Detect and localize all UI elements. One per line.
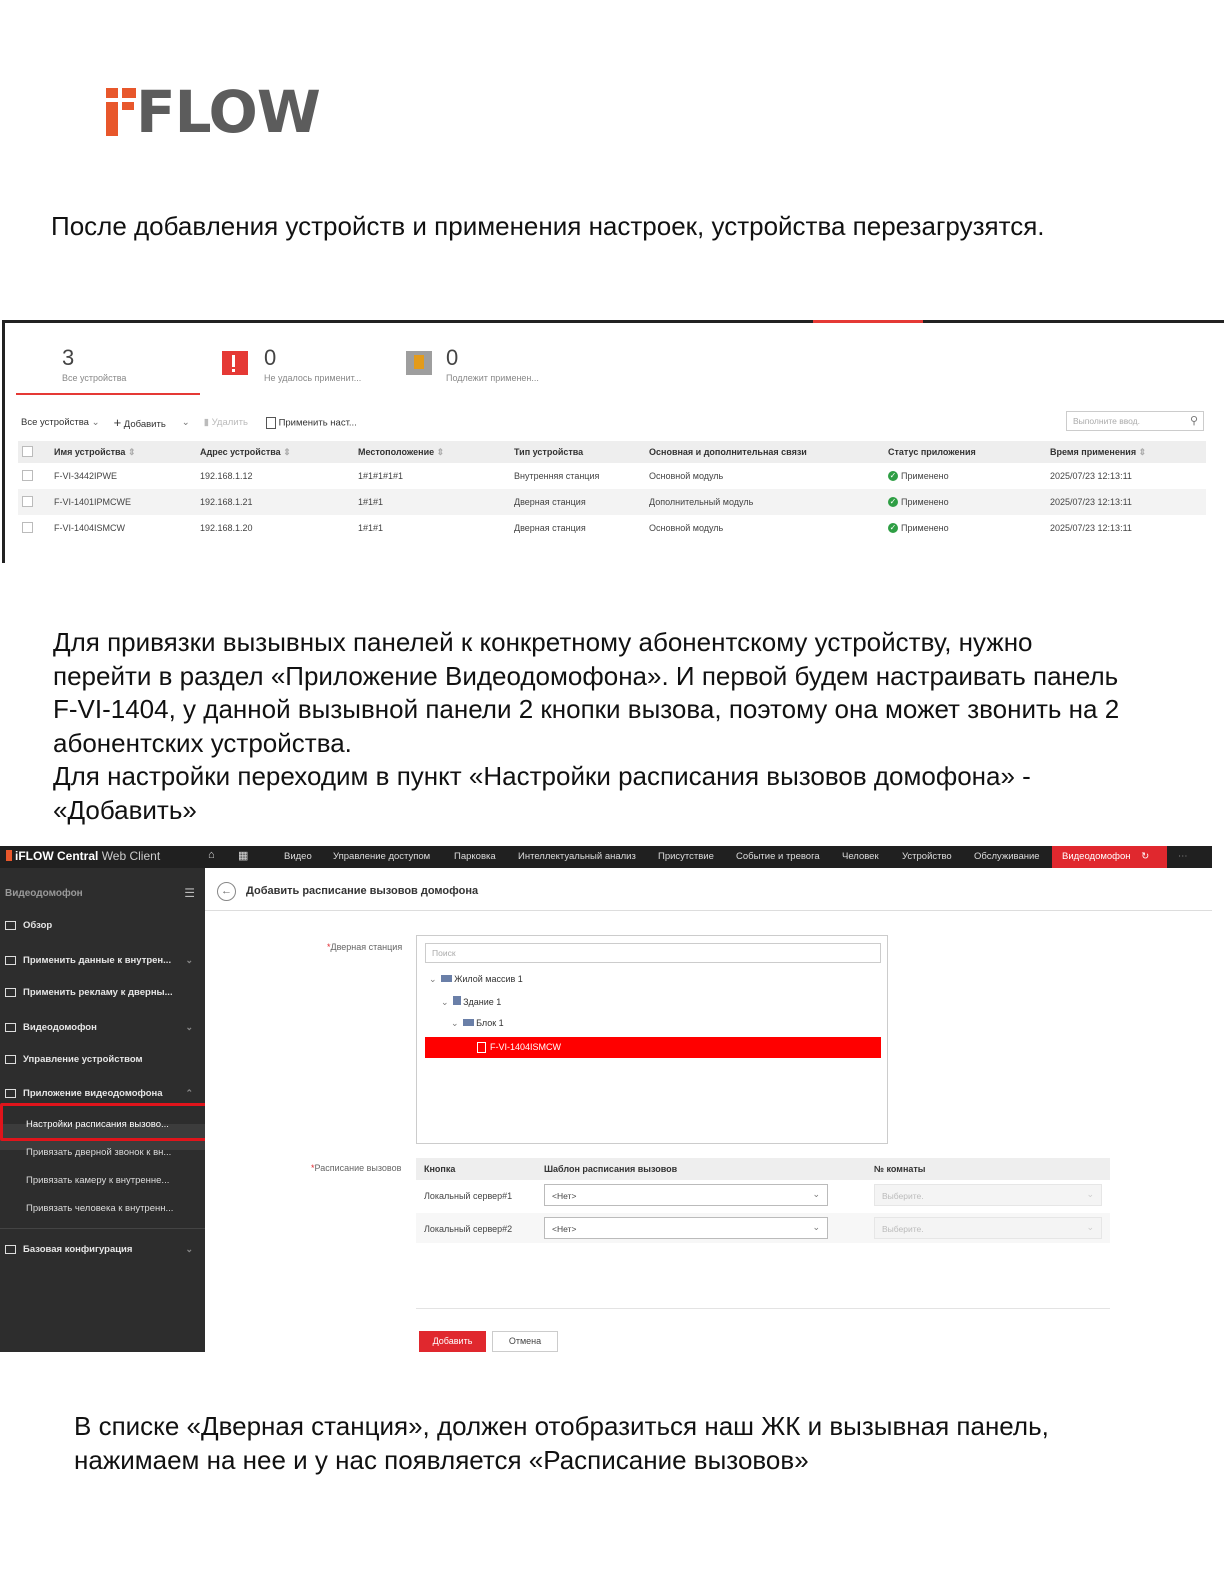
schedule-table-header: Кнопка Шаблон расписания вызовов № комнаты	[416, 1158, 1110, 1180]
add-options-chevron-icon[interactable]: ⌄	[181, 417, 190, 428]
add-device-button[interactable]: + Добавить	[113, 415, 166, 430]
schedule-label: *Расписание вызовов	[311, 1163, 402, 1173]
device-type: Дверная станция	[510, 489, 645, 515]
col-location[interactable]: Местоположение ⇕	[354, 441, 510, 463]
flow-logo	[106, 78, 320, 146]
device-type: Внутренняя станция	[514, 471, 600, 481]
chevron-down-icon: ⌄	[441, 997, 449, 1007]
device-name-link[interactable]: F-VI-1404ISMCW	[54, 523, 126, 533]
sidebar-item-apply-data[interactable]: Применить данные к внутрен... ⌄	[5, 955, 199, 966]
check-circle-icon: ✓	[889, 471, 897, 481]
paragraph-line: нажимаем на нее и у нас появляется «Расписание вызовов»	[74, 1444, 809, 1475]
app-icon	[5, 1089, 16, 1098]
devices-table	[18, 441, 1206, 541]
stat-all-devices[interactable]	[62, 345, 126, 383]
check-circle-icon: ✓	[889, 497, 897, 507]
check-circle-icon: ✓	[889, 523, 897, 533]
paragraph-line: F-VI-1404, у данной вызывной панели 2 кнопки вызова, поэтому она может звонить на 2	[53, 694, 1120, 724]
collapse-menu-icon[interactable]: ☰	[184, 886, 195, 900]
refresh-icon: ↻	[1141, 851, 1150, 862]
device-address: 192.168.1.12	[200, 471, 253, 481]
chevron-down-icon: ⌄	[429, 974, 437, 984]
block-icon	[463, 1019, 474, 1026]
chevron-down-icon: ⌄	[185, 955, 193, 965]
active-tab-indicator	[813, 320, 923, 323]
device-type: Дверная станция	[514, 523, 586, 533]
nav-access-control[interactable]: Управление доступом	[333, 851, 431, 862]
col-link: Основная и дополнительная связи	[645, 441, 884, 463]
sidebar-sub-call-schedule[interactable]: Настройки расписания вызово...	[26, 1119, 169, 1130]
failed-apply-icon	[220, 349, 250, 383]
stat-all-value: 3	[62, 345, 75, 370]
chevron-up-icon: ⌃	[185, 1088, 193, 1098]
nav-device[interactable]: Устройство	[902, 851, 952, 862]
nav-video-intercom[interactable]: Видеодомофон ↻	[1052, 846, 1167, 868]
intro-paragraph: После добавления устройств и применения настроек, устройства перезагрузятся.	[51, 211, 1045, 241]
device-name-link[interactable]: F-VI-3442IPWE	[54, 471, 118, 481]
stat-pending-value: 0	[446, 345, 459, 370]
stat-selected-underline	[16, 393, 200, 395]
devices-toolbar	[21, 415, 357, 430]
room-select[interactable]: Выберите. ⌄	[874, 1184, 1102, 1206]
apply-time: 2025/07/23 12:13:11	[1050, 471, 1132, 481]
tree-node-block[interactable]: ⌄ Блок 1	[451, 1018, 504, 1028]
cancel-button[interactable]: Отмена	[492, 1331, 558, 1352]
sidebar-item-video-intercom[interactable]: Видеодомофон ⌄	[5, 1022, 199, 1033]
table-row[interactable]	[18, 489, 1206, 515]
sidebar-item-basic-config[interactable]: Базовая конфигурация ⌄	[5, 1244, 199, 1255]
chevron-down-icon: ⌄	[812, 1189, 820, 1199]
sidebar-sub-bind-camera[interactable]: Привязать камеру к внутренне...	[26, 1175, 170, 1186]
monitor-icon	[5, 988, 16, 997]
add-button[interactable]: Добавить	[419, 1331, 486, 1352]
tree-node-residential[interactable]: ⌄ Жилой массив 1	[429, 974, 523, 984]
device-location: 1#1#1#1#1	[358, 471, 404, 481]
paragraph-line: Для привязки вызывных панелей к конкретному абонентскому устройству, нужно	[53, 627, 1033, 657]
intercom-icon	[5, 1023, 16, 1032]
device-filter-dropdown[interactable]: Все устройства ⌄	[21, 417, 100, 428]
device-link: Основной модуль	[649, 523, 724, 533]
document-icon	[266, 417, 276, 429]
device-name-link[interactable]: F-VI-1401IPMCWE	[50, 489, 196, 515]
nav-person[interactable]: Человек	[842, 851, 879, 862]
paragraph-line: Для настройки переходим в пункт «Настройки расписания вызовов домофона» -	[53, 761, 1031, 791]
nav-video[interactable]: Видео	[284, 851, 312, 862]
door-station-tree	[416, 935, 888, 1144]
chevron-down-icon: ⌄	[185, 1022, 193, 1032]
sidebar-header: Видеодомофон	[5, 888, 83, 899]
table-row[interactable]	[18, 463, 1206, 489]
apply-time: 2025/07/23 12:13:11	[1046, 489, 1206, 515]
table-row	[416, 1180, 1110, 1210]
device-location: 1#1#1	[358, 523, 384, 533]
status-badge: ✓ Применено	[889, 470, 949, 481]
pending-apply-icon	[404, 349, 434, 383]
chevron-down-icon: ⌄	[812, 1222, 820, 1232]
trash-icon: ▮	[203, 417, 209, 428]
stat-failed[interactable]	[264, 345, 361, 383]
logo-text: FLOW	[136, 78, 320, 146]
col-status: Статус приложения	[884, 441, 1046, 463]
apply-settings-button[interactable]: Применить наст...	[266, 417, 357, 429]
table-row	[416, 1213, 1110, 1243]
stat-pending[interactable]	[446, 345, 539, 383]
row-checkbox[interactable]	[22, 470, 33, 481]
overview-icon	[5, 921, 16, 930]
device-search-input[interactable]: Выполните ввод. ⚲	[1066, 411, 1204, 431]
client-brand: iFLOW Central Web Client	[6, 849, 160, 863]
stat-failed-label: Не удалось применит...	[264, 373, 362, 383]
tree-search-input[interactable]: Поиск	[425, 943, 881, 963]
table-row[interactable]	[18, 515, 1206, 541]
door-station-label: *Дверная станция	[327, 942, 403, 952]
back-arrow-icon[interactable]: ←	[217, 882, 236, 901]
room-select[interactable]: Выберите. ⌄	[874, 1217, 1102, 1239]
paragraph-line: «Добавить»	[53, 794, 197, 825]
chevron-down-icon: ⌄	[451, 1018, 459, 1028]
instructions-paragraph	[53, 626, 1213, 827]
brand-mark-icon	[6, 850, 12, 861]
col-device-address[interactable]: Адрес устройства ⇕	[196, 441, 354, 463]
home-icon[interactable]: ⌂	[208, 849, 215, 861]
col-device-type: Тип устройства	[510, 441, 645, 463]
sidebar-item-apply-ads[interactable]: Применить рекламу к дверны...	[5, 987, 199, 998]
nav-parking[interactable]: Парковка	[454, 851, 496, 862]
delete-button[interactable]: ▮ Удалить	[203, 417, 248, 428]
search-icon: ⚲	[1189, 415, 1198, 427]
row-checkbox[interactable]	[22, 522, 33, 533]
nav-intelligent-analysis[interactable]: Интеллектуальный анализ	[518, 851, 636, 862]
top-navigation	[0, 846, 1212, 868]
nav-attendance[interactable]: Присутствие	[658, 851, 714, 862]
button-name: Локальный сервер#2	[424, 1224, 513, 1234]
highlight-box	[0, 1103, 212, 1141]
paragraph-line: абонентских устройства.	[53, 727, 352, 758]
nav-maintenance[interactable]: Обслуживание	[974, 851, 1040, 862]
chevron-down-icon: ⌄	[1086, 1222, 1094, 1232]
sidebar-item-overview[interactable]: Обзор	[5, 920, 199, 931]
row-checkbox[interactable]	[22, 496, 33, 507]
device-link: Основной модуль	[649, 471, 724, 481]
config-icon	[5, 1245, 16, 1254]
schedule-template-select[interactable]: <Нет> ⌄	[544, 1217, 828, 1239]
tree-node-door-station-selected[interactable]: F-VI-1404ISMCW	[425, 1037, 881, 1058]
button-name: Локальный сервер#1	[424, 1191, 513, 1201]
plus-icon: +	[113, 415, 122, 430]
sidebar-sub-bind-person[interactable]: Привязать человека к внутренн...	[26, 1203, 174, 1214]
result-paragraph	[74, 1410, 1214, 1477]
chevron-down-icon: ⌄	[185, 1244, 193, 1254]
door-station-icon	[477, 1042, 486, 1053]
client-screenshot	[0, 846, 1212, 1352]
sidebar-item-intercom-app[interactable]: Приложение видеодомофона ⌃	[5, 1088, 199, 1099]
sidebar-sub-bind-doorbell[interactable]: Привязать дверной звонок к вн...	[26, 1147, 172, 1158]
status-badge: ✓ Применено	[884, 489, 1046, 515]
tree-node-building[interactable]: ⌄ Здание 1	[441, 997, 502, 1007]
more-icon[interactable]: ⋯	[1178, 851, 1188, 862]
col-device-name[interactable]: Имя устройства ⇕	[50, 441, 196, 463]
building-icon	[453, 996, 461, 1005]
apply-time: 2025/07/23 12:13:11	[1050, 523, 1132, 533]
status-badge: ✓ Применено	[889, 522, 949, 533]
page-title: Добавить расписание вызовов домофона	[246, 885, 479, 897]
flow-logo-mark-icon	[106, 88, 136, 136]
schedule-template-select[interactable]: <Нет> ⌄	[544, 1184, 828, 1206]
main-panel	[205, 868, 1212, 1352]
monitor-icon	[5, 956, 16, 965]
device-address: 192.168.1.21	[196, 489, 354, 515]
chevron-down-icon: ⌄	[1086, 1189, 1094, 1199]
devices-screenshot	[2, 320, 1224, 563]
stat-failed-value: 0	[264, 345, 277, 370]
col-time[interactable]: Время применения ⇕	[1046, 441, 1206, 463]
stat-pending-label: Подлежит применен...	[446, 373, 539, 383]
area-icon	[441, 975, 452, 982]
device-address: 192.168.1.20	[200, 523, 253, 533]
nav-events-alarms[interactable]: Событие и тревога	[736, 851, 820, 862]
paragraph-line: перейти в раздел «Приложение Видеодомофона». И первой будем настраивать панель	[53, 660, 1119, 691]
device-link: Дополнительный модуль	[645, 489, 884, 515]
device-location: 1#1#1	[354, 489, 510, 515]
device-icon	[5, 1055, 16, 1064]
select-all-checkbox[interactable]	[22, 446, 33, 457]
stat-all-label: Все устройства	[62, 373, 127, 383]
chevron-down-icon: ⌄	[91, 417, 100, 428]
paragraph-line: В списке «Дверная станция», должен отобразиться наш ЖК и вызывная панель,	[74, 1411, 1049, 1441]
sidebar-item-device-management[interactable]: Управление устройством	[5, 1054, 199, 1065]
grid-menu-icon[interactable]: ▦	[238, 850, 249, 862]
